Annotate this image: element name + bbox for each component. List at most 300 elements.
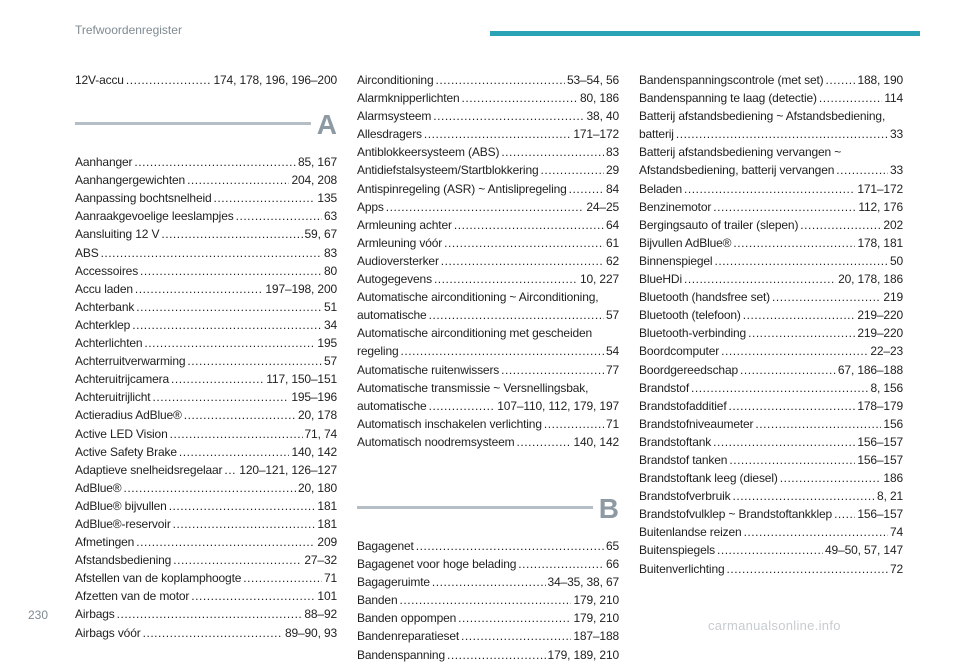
index-term: Achterbank [75, 299, 135, 314]
dot-leader [714, 252, 887, 270]
page-references: 80 [323, 263, 337, 278]
dot-leader [744, 523, 888, 541]
dot-leader [826, 71, 856, 89]
page-references: 67, 186–188 [837, 362, 903, 377]
index-term: Buitenlandse reizen [639, 525, 742, 540]
page-references: 156 [883, 416, 903, 431]
dot-leader [416, 537, 604, 555]
page-references: 209 [317, 535, 337, 550]
index-term: AdBlue® [75, 480, 122, 495]
dot-leader [236, 207, 322, 225]
page-references: 135 [317, 191, 337, 206]
page-references: 112, 176 [858, 199, 903, 214]
dot-leader [544, 415, 604, 433]
dot-leader [743, 306, 856, 324]
index-term: Brandstofadditief [639, 398, 727, 413]
page-references: 179, 210 [573, 611, 619, 626]
index-term: Buitenverlichting [639, 561, 725, 576]
index-term: Afzetten van de motor [75, 589, 190, 604]
page-references: 174, 178, 196, 196–200 [213, 73, 337, 87]
index-term: Brandstofvulklep ~ Brandstoftankklep [639, 507, 833, 522]
index-term: Banden oppompen [357, 611, 457, 626]
index-entry [639, 379, 903, 397]
index-entry [75, 605, 337, 623]
dot-leader [432, 573, 546, 591]
index-entry [357, 234, 619, 252]
dot-leader [517, 433, 572, 451]
page-references: 71 [323, 571, 337, 586]
index-term: Brandstofverbruik [639, 489, 731, 504]
dot-leader [424, 125, 571, 143]
index-term: Brandstofniveaumeter [639, 416, 754, 431]
page-references: 71, 74 [304, 426, 337, 441]
index-term: Allesdragers [357, 127, 422, 142]
index-entry [639, 505, 903, 523]
index-entry [357, 555, 619, 573]
index-entry [357, 573, 619, 591]
index-entry [75, 551, 337, 569]
index-entry [75, 425, 337, 443]
dot-leader [401, 342, 604, 360]
page-references: 171–172 [573, 127, 619, 142]
index-entry [357, 342, 619, 360]
dot-leader [124, 479, 297, 497]
page-references: 197–198, 200 [265, 281, 337, 296]
index-term: Brandstoftank [639, 434, 712, 449]
index-term: Bandenreparatieset [357, 629, 460, 644]
index-term: Bagagenet voor hoge belading [357, 557, 517, 572]
index-entry [357, 397, 619, 415]
dot-leader [184, 406, 296, 424]
index-entry [357, 591, 619, 609]
index-entry-line: Automatische transmissie ~ Versnellingsbak, [357, 380, 589, 395]
dot-leader [834, 505, 855, 523]
index-term: Aansluiting 12 V [75, 227, 160, 242]
dot-leader [713, 433, 855, 451]
dot-leader [136, 298, 322, 316]
index-term: Actieradius AdBlue® [75, 408, 182, 423]
index-entry [75, 443, 337, 461]
index-term: Automatische ruitenwissers [357, 362, 500, 377]
dot-leader [101, 244, 322, 262]
index-entry [75, 352, 337, 370]
page-references: 57 [605, 308, 619, 323]
index-entry-line: Automatische airconditioning met gescheiden [357, 326, 593, 341]
index-term: Apps [357, 199, 384, 214]
index-entry [75, 189, 337, 207]
page-references: 120–121, 126–127 [239, 462, 337, 477]
index-entry [75, 515, 337, 533]
dot-leader [187, 171, 289, 189]
page-references: 34 [323, 317, 337, 332]
page-references: 33 [889, 163, 903, 178]
page-references: 88–92 [304, 607, 337, 622]
index-entry [639, 198, 903, 216]
page-references: 204, 208 [291, 173, 337, 188]
page-references: 80, 186 [580, 91, 619, 106]
index-term: Brandstof [639, 380, 690, 395]
index-term: Armleuning vóór [357, 235, 443, 250]
index-term: Bagageruimte [357, 575, 430, 590]
dot-leader [740, 361, 836, 379]
index-entry [639, 306, 903, 324]
page-references: 8, 21 [877, 489, 903, 504]
index-entry [639, 541, 903, 559]
index-entry [639, 469, 903, 487]
page-references: 188, 190 [857, 73, 903, 87]
index-entry [357, 415, 619, 433]
dot-leader [458, 609, 571, 627]
index-entry [357, 71, 619, 89]
index-term: Antispinregeling (ASR) ~ Antislipregeling [357, 181, 567, 196]
index-term: Brandstoftank leeg (diesel) [639, 471, 778, 486]
dot-leader [772, 288, 881, 306]
page-references: 8, 156 [870, 380, 903, 395]
page-references: 65 [605, 538, 619, 553]
page-references: 29 [605, 163, 619, 178]
index-term: Audioversterker [357, 253, 439, 268]
index-entry [357, 180, 619, 198]
index-column-3 [639, 71, 903, 578]
dot-leader [144, 334, 315, 352]
index-term: Aanpassing bochtsnelheid [75, 191, 212, 206]
page-references: 186 [883, 471, 903, 486]
page-references: 85, 167 [298, 155, 337, 170]
index-term: Bergingsauto of trailer (slepen) [639, 217, 799, 232]
index-entry [357, 361, 619, 379]
index-term: Achteruitrijlicht [75, 390, 151, 405]
dot-leader [399, 591, 571, 609]
index-entry [639, 415, 903, 433]
section-header-b [357, 489, 619, 529]
index-term: Banden [357, 593, 398, 608]
dot-leader [173, 551, 302, 569]
page-references: 61 [605, 235, 619, 250]
index-term: Airconditioning [357, 73, 434, 87]
index-entry [639, 270, 903, 288]
dot-leader [434, 270, 578, 288]
dot-leader [135, 280, 264, 298]
page-references: 83 [323, 245, 337, 260]
dot-leader [518, 555, 604, 573]
dot-leader [161, 225, 302, 243]
dot-leader [755, 415, 881, 433]
index-term: automatische [357, 398, 427, 413]
dot-leader [429, 306, 604, 324]
page-references: 77 [605, 362, 619, 377]
page-references: 195 [317, 336, 337, 351]
index-entry [357, 107, 619, 125]
page-references: 72 [889, 561, 903, 576]
page-references: 83 [605, 145, 619, 160]
page-references: 195–196 [291, 390, 337, 405]
index-entry [639, 71, 903, 89]
dot-leader [140, 262, 322, 280]
dot-leader [800, 216, 881, 234]
index-term: Autogegevens [357, 272, 432, 287]
index-entry [75, 262, 337, 280]
index-term: Automatisch noodremsysteem [357, 434, 515, 449]
page-references: 179, 189, 210 [547, 647, 619, 662]
index-term: Bluetooth (telefoon) [639, 308, 741, 323]
page-references: 57 [323, 354, 337, 369]
page-references: 179, 210 [573, 593, 619, 608]
page-references: 101 [317, 589, 337, 604]
page-references: 89–90, 93 [284, 625, 337, 640]
index-term: Active Safety Brake [75, 444, 177, 459]
page-references: 20, 180 [298, 480, 337, 495]
index-term: Afstandsbediening [75, 553, 172, 568]
dot-leader [462, 89, 578, 107]
dot-leader [676, 125, 888, 143]
page-references: 27–32 [304, 553, 337, 568]
section-divider [75, 122, 311, 125]
page-references: 187–188 [573, 629, 619, 644]
dot-leader [179, 443, 290, 461]
page-references: 33 [889, 127, 903, 142]
page-references: 181 [317, 498, 337, 513]
index-entry [357, 537, 619, 555]
index-entry [357, 252, 619, 270]
index-entry-line: Automatische airconditioning ~ Airconditioning, [357, 290, 599, 305]
index-entry [75, 71, 337, 89]
dot-leader [569, 180, 604, 198]
index-entry [75, 280, 337, 298]
index-term: Achteruitrijcamera [75, 372, 169, 387]
index-term: Binnenspiegel [639, 253, 713, 268]
page-references: 156–157 [857, 452, 903, 467]
page-references: 178–179 [857, 398, 903, 413]
dot-leader [126, 71, 212, 89]
index-entry [357, 646, 619, 664]
dot-leader [444, 234, 604, 252]
index-term: Alarmsysteem [357, 109, 432, 124]
index-term: Antidiefstalsysteem/Startblokkering [357, 163, 539, 178]
page-references: 53–54, 56 [566, 73, 619, 87]
index-term: ABS [75, 245, 99, 260]
index-entry [75, 406, 337, 424]
index-entry [639, 451, 903, 469]
index-term: Achterlichten [75, 336, 143, 351]
index-entry [357, 270, 619, 288]
section-divider [357, 506, 593, 509]
page-references: 22–23 [870, 344, 903, 359]
page-references: 219–220 [857, 326, 903, 341]
dot-leader [132, 316, 322, 334]
page-references: 64 [605, 217, 619, 232]
page-references: 117, 150–151 [266, 372, 337, 387]
dot-leader [684, 180, 855, 198]
index-entry [357, 125, 619, 143]
index-column-2 [357, 71, 619, 664]
dot-leader [214, 189, 316, 207]
index-entry [75, 479, 337, 497]
page-references: 178, 181 [857, 235, 903, 250]
index-term: Bandenspanningscontrole (met set) [639, 73, 824, 87]
dot-leader [136, 533, 315, 551]
page-references: 62 [605, 253, 619, 268]
dot-leader [441, 252, 604, 270]
dot-leader [447, 646, 546, 664]
index-term: Active LED Vision [75, 426, 168, 441]
index-term: Antiblokkeersysteem (ABS) [357, 145, 500, 160]
dot-leader [224, 461, 237, 479]
dot-leader [435, 71, 564, 89]
index-entry [639, 234, 903, 252]
page-references: 71 [605, 416, 619, 431]
dot-leader [134, 153, 296, 171]
index-term: Bandenspanning te laag (detectie) [639, 91, 817, 106]
dot-leader [191, 587, 315, 605]
index-term: Bijvullen AdBlue® [639, 235, 732, 250]
page-references: 74 [889, 525, 903, 540]
index-entry [639, 342, 903, 360]
index-entry [357, 433, 619, 451]
dot-leader [713, 198, 856, 216]
section-header-a [75, 105, 337, 145]
index-entry-line: Batterij afstandsbediening ~ Afstandsbediening, [639, 109, 886, 124]
dot-leader [243, 569, 322, 587]
index-entry [357, 627, 619, 645]
index-entry [75, 171, 337, 189]
dot-leader [501, 361, 604, 379]
dot-leader [170, 425, 303, 443]
index-entry [75, 497, 337, 515]
index-entry [639, 252, 903, 270]
dot-leader [819, 89, 882, 107]
page-references: 66 [605, 557, 619, 572]
dot-leader [541, 161, 604, 179]
index-entry [75, 298, 337, 316]
page-references: 181 [317, 516, 337, 531]
index-entry [75, 244, 337, 262]
index-entry [357, 89, 619, 107]
page-references: 202 [883, 217, 903, 232]
index-term: AdBlue®-reservoir [75, 516, 171, 531]
index-term: Aanraakgevoelige leeslampjes [75, 209, 234, 224]
index-entry [639, 180, 903, 198]
page-references: 219 [883, 290, 903, 305]
dot-leader [152, 388, 289, 406]
dot-leader [117, 605, 303, 623]
dot-leader [461, 627, 571, 645]
index-entry [75, 316, 337, 334]
dot-leader [171, 370, 264, 388]
dot-leader [733, 234, 855, 252]
page-references: 38, 40 [586, 109, 619, 124]
index-entry [639, 324, 903, 342]
dot-leader [454, 216, 604, 234]
page-references: 51 [323, 299, 337, 314]
index-term: Bluetooth (handsfree set) [639, 290, 770, 305]
page-references: 171–172 [857, 181, 903, 196]
index-term: Alarmknipperlichten [357, 91, 460, 106]
index-entry [639, 397, 903, 415]
section-letter: A [316, 109, 337, 141]
index-term: Adaptieve snelheidsregelaar [75, 462, 223, 477]
index-entry [75, 207, 337, 225]
dot-leader [684, 270, 836, 288]
page-references: 156–157 [857, 434, 903, 449]
index-term: Bandenspanning [357, 647, 445, 662]
index-entry [639, 89, 903, 107]
dot-leader [729, 451, 855, 469]
index-term: Boordgereedschap [639, 362, 739, 377]
page-references: 156–157 [857, 507, 903, 522]
dot-leader [721, 342, 868, 360]
page-references: 84 [605, 181, 619, 196]
index-entry [639, 288, 903, 306]
index-term: Armleuning achter [357, 217, 452, 232]
index-term: Achterruitverwarming [75, 354, 186, 369]
dot-leader [429, 397, 496, 415]
index-term: automatische [357, 308, 427, 323]
dot-leader [729, 397, 856, 415]
index-term: 12V-accu [75, 73, 124, 87]
dot-leader [169, 497, 316, 515]
index-term: Afmetingen [75, 535, 135, 550]
dot-leader [691, 379, 869, 397]
page-references: 20, 178, 186 [838, 272, 903, 287]
index-entry [357, 143, 619, 161]
index-entry-line: Batterij afstandsbediening vervangen ~ [639, 145, 842, 160]
page-references: 219–220 [857, 308, 903, 323]
index-entry [75, 569, 337, 587]
index-term: Automatisch inschakelen verlichting [357, 416, 542, 431]
page-references: 114 [884, 91, 903, 106]
page-references: 20, 178 [298, 408, 337, 423]
section-letter: B [598, 492, 619, 524]
dot-leader [733, 487, 876, 505]
dot-leader [501, 143, 604, 161]
index-term: Accessoires [75, 263, 139, 278]
index-entry [639, 433, 903, 451]
index-entry [75, 334, 337, 352]
page-references: 54 [605, 344, 619, 359]
index-term: Aanhanger [75, 155, 133, 170]
index-entry [639, 361, 903, 379]
index-entry [639, 560, 903, 578]
index-entry [75, 624, 337, 642]
dot-leader [187, 352, 322, 370]
index-entry [357, 161, 619, 179]
dot-leader [143, 624, 283, 642]
index-term: Bagagenet [357, 538, 414, 553]
index-entry [75, 388, 337, 406]
index-entry [357, 609, 619, 627]
index-entry [75, 587, 337, 605]
dot-leader [727, 560, 888, 578]
page-references: 34–35, 38, 67 [547, 575, 619, 590]
page-references: 140, 142 [573, 434, 619, 449]
index-term: regeling [357, 344, 399, 359]
index-entry [75, 370, 337, 388]
index-entry [639, 161, 903, 179]
index-entry [639, 487, 903, 505]
page-references: 107–110, 112, 179, 197 [497, 398, 619, 413]
index-term: Airbags vóór [75, 625, 141, 640]
page-references: 10, 227 [580, 272, 619, 287]
page-references: 63 [323, 209, 337, 224]
index-term: Airbags [75, 607, 115, 622]
index-term: Benzinemotor [639, 199, 712, 214]
index-term: Aanhangergewichten [75, 173, 186, 188]
dot-leader [173, 515, 316, 533]
dot-leader [780, 469, 882, 487]
index-term: Beladen [639, 181, 682, 196]
dot-leader [836, 161, 888, 179]
dot-leader [748, 324, 855, 342]
